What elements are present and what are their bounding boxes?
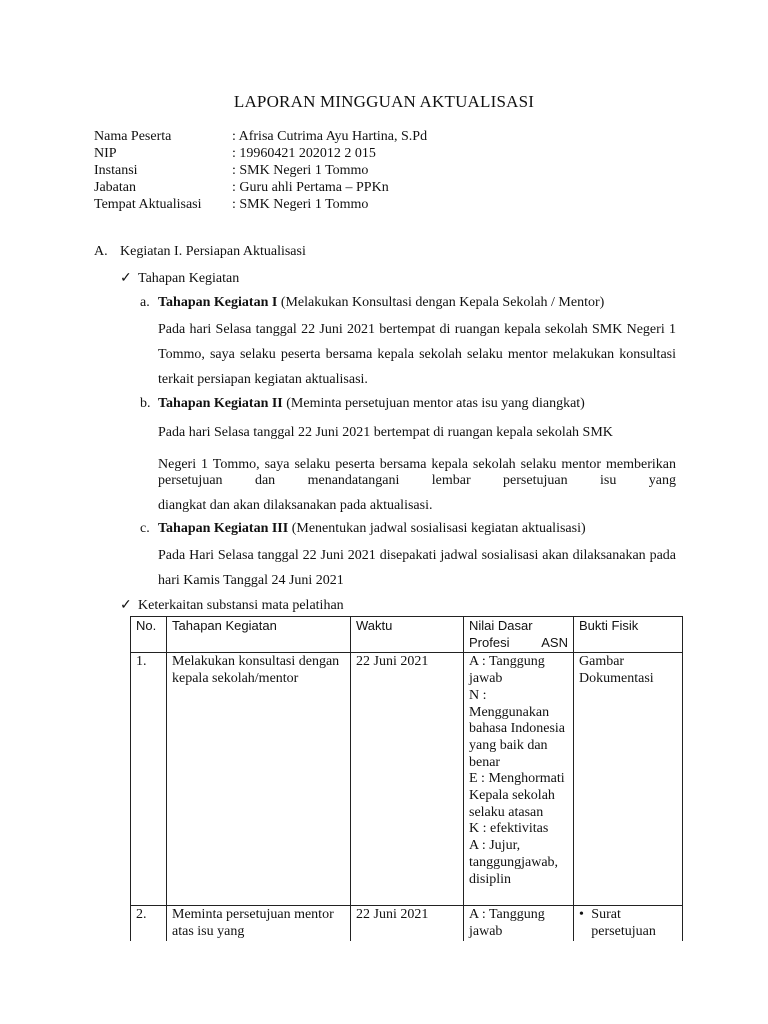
header-waktu: Waktu — [351, 617, 464, 653]
info-label: Jabatan — [94, 180, 136, 195]
bukti-bullet-item — [579, 907, 677, 940]
bullet-icon: • — [579, 907, 584, 923]
info-row-nip — [94, 145, 427, 162]
item-b-paragraph-line1: Pada hari Selasa tanggal 22 Juni 2021 bertempat di ruangan kepala sekolah SMK — [158, 425, 613, 440]
section-title: Kegiatan I. Persiapan Aktualisasi — [120, 244, 306, 259]
page-bottom-margin — [0, 941, 768, 1024]
info-row-tempat — [94, 196, 427, 213]
tahapan-heading — [120, 270, 239, 287]
item-b-heading — [140, 396, 676, 412]
table-row — [131, 653, 683, 906]
header-tahapan: Tahapan Kegiatan — [167, 617, 351, 653]
item-label: c. — [140, 521, 150, 536]
cell-tahapan: Melakukan konsultasi dengan kepala sekolah/mentor — [167, 653, 351, 906]
info-value: : Guru ahli Pertama – PPKn — [232, 180, 389, 195]
info-row-nama — [94, 128, 427, 145]
cell-tahapan: Meminta persetujuan mentor atas isu yang — [167, 906, 351, 969]
info-label: NIP — [94, 146, 117, 161]
checkmark-icon: ✓ — [120, 271, 132, 286]
header-bukti: Bukti Fisik — [574, 617, 683, 653]
item-b-paragraph-last: diangkat dan akan dilaksanakan pada aktualisasi. — [158, 498, 433, 513]
cell-no: 2. — [131, 906, 167, 969]
substansi-table — [130, 616, 683, 969]
info-label: Nama Peserta — [94, 129, 172, 144]
item-b-paragraph-text: Negeri 1 Tommo, saya selaku peserta bersama kepala sekolah selaku mentor memberikan persetujuan dan menandatangani lembar persetujuan isu yang — [158, 457, 676, 488]
keterkaitan-heading — [120, 597, 344, 614]
item-description: (Menentukan jadwal sosialisasi kegiatan aktualisasi) — [288, 521, 586, 536]
table-header-row — [131, 617, 683, 653]
info-label: Instansi — [94, 163, 138, 178]
cell-bukti: Gambar Dokumentasi — [574, 653, 683, 906]
document-title: LAPORAN MINGGUAN AKTUALISASI — [233, 92, 535, 111]
info-value: : 19960421 202012 2 015 — [232, 146, 376, 161]
info-label: Tempat Aktualisasi — [94, 197, 202, 212]
item-c-paragraph: Pada Hari Selasa tanggal 22 Juni 2021 disepakati jadwal sosialisasi akan dilaksanakan pada hari Kamis Tanggal 24 Juni 2021 — [158, 548, 676, 588]
item-description: (Meminta persetujuan mentor atas isu yang diangkat) — [282, 396, 585, 411]
item-description: (Melakukan Konsultasi dengan Kepala Sekolah / Mentor) — [277, 295, 605, 310]
item-b-paragraph-body — [158, 457, 676, 489]
item-bold-title: Tahapan Kegiatan I — [158, 295, 278, 310]
info-row-instansi — [94, 162, 427, 179]
keterkaitan-heading-text: Keterkaitan substansi mata pelatihan — [138, 598, 344, 613]
item-label: a. — [140, 295, 150, 310]
item-bold-title: Tahapan Kegiatan II — [158, 396, 283, 411]
info-row-jabatan — [94, 179, 427, 196]
tahapan-heading-text: Tahapan Kegiatan — [138, 271, 240, 286]
section-letter: A. — [94, 244, 108, 259]
item-c-heading — [140, 521, 676, 537]
info-value: : SMK Negeri 1 Tommo — [232, 197, 369, 212]
header-nilai: Nilai Dasar Profesi ASN — [464, 617, 574, 653]
checkmark-icon: ✓ — [120, 598, 132, 613]
section-a-heading — [94, 244, 306, 260]
cell-waktu: 22 Juni 2021 — [351, 653, 464, 906]
info-value: : SMK Negeri 1 Tommo — [232, 163, 369, 178]
item-bold-title: Tahapan Kegiatan III — [158, 521, 289, 536]
item-a-heading — [140, 295, 676, 311]
info-value: : Afrisa Cutrima Ayu Hartina, S.Pd — [232, 129, 428, 144]
participant-info — [94, 128, 427, 213]
cell-no: 1. — [131, 653, 167, 906]
item-label: b. — [140, 396, 151, 411]
header-no: No. — [131, 617, 167, 653]
cell-waktu: 22 Juni 2021 — [351, 906, 464, 969]
bukti-text: Surat persetujuan — [591, 907, 656, 940]
item-a-paragraph: Pada hari Selasa tanggal 22 Juni 2021 bertempat di ruangan kepala sekolah SMK Negeri 1 Tommo, saya selaku peserta bersama kepala sekolah selaku mentor melakukan konsultasi terkait persiapan kegiatan aktualisasi. — [158, 322, 676, 387]
cell-nilai: A : Tanggung jawab — [464, 906, 574, 969]
cell-nilai: A : Tanggung jawab N : Menggunakan bahasa Indonesia yang baik dan benar E : Menghormati Kepala sekolah selaku atasan K : efektivitas A : Jujur, tanggungjawab, disiplin — [464, 653, 574, 906]
